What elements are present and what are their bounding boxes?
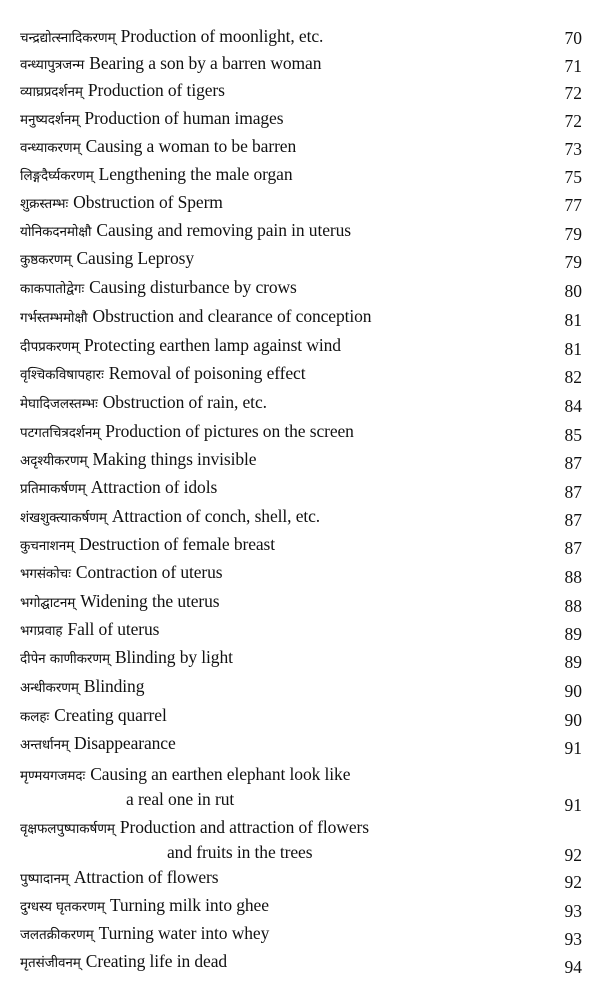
sanskrit-title: वृश्चिकविषापहारः [20,367,104,383]
sanskrit-title: लिङ्गदैर्घ्यकरणम् [20,168,94,184]
entry-title [20,951,227,973]
english-title: Widening the uterus [80,591,220,611]
english-title: Lengthening the male organ [98,164,293,184]
page-number: 81 [564,339,582,359]
entry-title [20,306,371,328]
english-title: Bearing a son by a barren woman [89,53,322,73]
page-number: 72 [564,83,582,103]
entry-title [20,867,218,889]
sanskrit-title: गर्भस्तम्भमोक्षौ [20,310,88,326]
sanskrit-title: मृण्मयगजमदः [20,768,86,784]
page-number: 75 [564,167,582,187]
page-number: 81 [564,310,582,330]
sanskrit-title: अन्तर्धानम् [20,737,69,753]
entry-title [20,136,296,158]
entry-title [20,733,176,755]
english-title: Blinding by light [114,647,233,667]
english-title: Creating quarrel [54,705,167,725]
entry-title [20,80,225,102]
english-title: Blinding [83,676,145,696]
page-number: 94 [564,957,582,977]
english-title: Production of pictures on the screen [105,421,354,441]
page-number: 80 [564,281,582,301]
entry-title [20,477,217,499]
sanskrit-title: वृक्षफलपुष्पाकर्षणम् [20,821,115,837]
page-number: 88 [564,567,582,587]
english-title: Attraction of flowers [73,867,219,887]
entry-title [20,619,159,641]
english-title: a real one in rut [126,789,235,809]
english-title: Removal of poisoning effect [108,363,306,383]
sanskrit-title: काकपातोद्वेगः [20,281,85,297]
english-title: Turning water into whey [98,923,270,943]
english-title: Destruction of female breast [79,534,276,554]
sanskrit-title: कुष्ठकरणम् [20,252,72,268]
entry-title [20,164,293,186]
page-number: 90 [564,681,582,701]
page-number: 87 [564,510,582,530]
sanskrit-title: योनिकदनमोक्षौ [20,224,92,240]
entry-title [20,647,233,669]
english-title: Causing an earthen elephant look like [90,764,351,784]
entry-title [20,506,320,528]
page-number: 91 [564,795,582,815]
entry-title [20,534,275,556]
page-number: 71 [564,56,582,76]
english-title: Obstruction of rain, etc. [102,392,267,412]
page-number: 87 [564,538,582,558]
english-title: Disappearance [73,733,176,753]
sanskrit-title: कलहः [20,709,50,725]
page-number: 84 [564,396,582,416]
page-number: 92 [564,845,582,865]
sanskrit-title: दीपप्रकरणम् [20,339,80,355]
page-number: 87 [564,453,582,473]
page-number: 90 [564,710,582,730]
sanskrit-title: पटगतचित्रदर्शनम् [20,425,101,441]
sanskrit-title: मनुष्यदर्शनम् [20,112,80,128]
english-title: Attraction of conch, shell, etc. [111,506,321,526]
entry-title [20,449,256,471]
english-title: Causing Leprosy [76,248,195,268]
english-title: Making things invisible [92,449,257,469]
page-number: 89 [564,652,582,672]
page-number: 73 [564,139,582,159]
page-number: 79 [564,224,582,244]
entry-title [20,676,144,698]
page-number: 91 [564,738,582,758]
entry-title-continuation [167,842,312,863]
english-title: Creating life in dead [85,951,228,971]
entry-title [20,562,223,584]
entry-title [20,277,297,299]
page-number: 77 [564,195,582,215]
sanskrit-title: व्याघ्रप्रदर्शनम् [20,84,83,100]
page-number: 88 [564,596,582,616]
entry-title [20,108,283,130]
sanskrit-title: दीपेन काणीकरणम् [20,651,110,667]
entry-title [20,421,354,443]
english-title: Production of moonlight, etc. [120,26,324,46]
sanskrit-title: पुष्पादानम् [20,871,69,887]
english-title: and fruits in the trees [167,842,313,862]
sanskrit-title: दुग्धस्य घृतकरणम् [20,899,105,915]
sanskrit-title: कुचनाशनम् [20,538,75,554]
english-title: Causing and removing pain in uterus [96,220,351,240]
english-title: Production of human images [84,108,284,128]
english-title: Obstruction and clearance of conception [92,306,372,326]
english-title: Production and attraction of flowers [119,817,369,837]
entry-title [20,53,321,75]
sanskrit-title: वन्ध्यापुत्रजन्म [20,57,85,73]
page-number: 87 [564,482,582,502]
english-title: Obstruction of Sperm [73,192,223,212]
page-number: 93 [564,901,582,921]
sanskrit-title: प्रतिमाकर्षणम् [20,481,86,497]
sanskrit-title: मेघादिजलस्तम्भः [20,396,98,412]
sanskrit-title: वन्ध्याकरणम् [20,140,81,156]
page-number: 85 [564,425,582,445]
page-number: 72 [564,111,582,131]
page-number: 82 [564,367,582,387]
sanskrit-title: भगोद्घाटनम् [20,595,76,611]
entry-title [20,705,167,727]
entry-title [20,192,223,214]
entry-title-continuation [126,789,234,810]
english-title: Causing a woman to be barren [85,136,297,156]
page-number: 89 [564,624,582,644]
sanskrit-title: शंखशुक्त्याकर्षणम् [20,510,107,526]
entry-title [20,220,351,242]
english-title: Attraction of idols [90,477,218,497]
sanskrit-title: जलतक्रीकरणम् [20,927,94,943]
entry-title [20,764,350,786]
entry-title [20,923,269,945]
sanskrit-title: चन्द्रद्योत्स्नादिकरणम् [20,30,116,46]
sanskrit-title: भगसंकोचः [20,566,71,582]
page-number: 79 [564,252,582,272]
english-title: Fall of uterus [67,619,160,639]
page-number: 93 [564,929,582,949]
entry-title [20,895,269,917]
page-number: 70 [564,28,582,48]
english-title: Protecting earthen lamp against wind [84,335,341,355]
english-title: Contraction of uterus [75,562,223,582]
sanskrit-title: शुक्रस्तम्भः [20,196,69,212]
english-title: Production of tigers [87,80,225,100]
entry-title [20,248,194,270]
entry-title [20,363,306,385]
english-title: Causing disturbance by crows [89,277,297,297]
sanskrit-title: मृतसंजीवनम् [20,955,81,971]
entry-title [20,591,220,613]
sanskrit-title: भगप्रवाह [20,623,63,639]
entry-title [20,26,323,48]
sanskrit-title: अदृश्यीकरणम् [20,453,88,469]
page-number: 92 [564,872,582,892]
sanskrit-title: अन्धीकरणम् [20,680,79,696]
entry-title [20,392,267,414]
english-title: Turning milk into ghee [109,895,269,915]
entry-title [20,817,369,839]
entry-title [20,335,341,357]
